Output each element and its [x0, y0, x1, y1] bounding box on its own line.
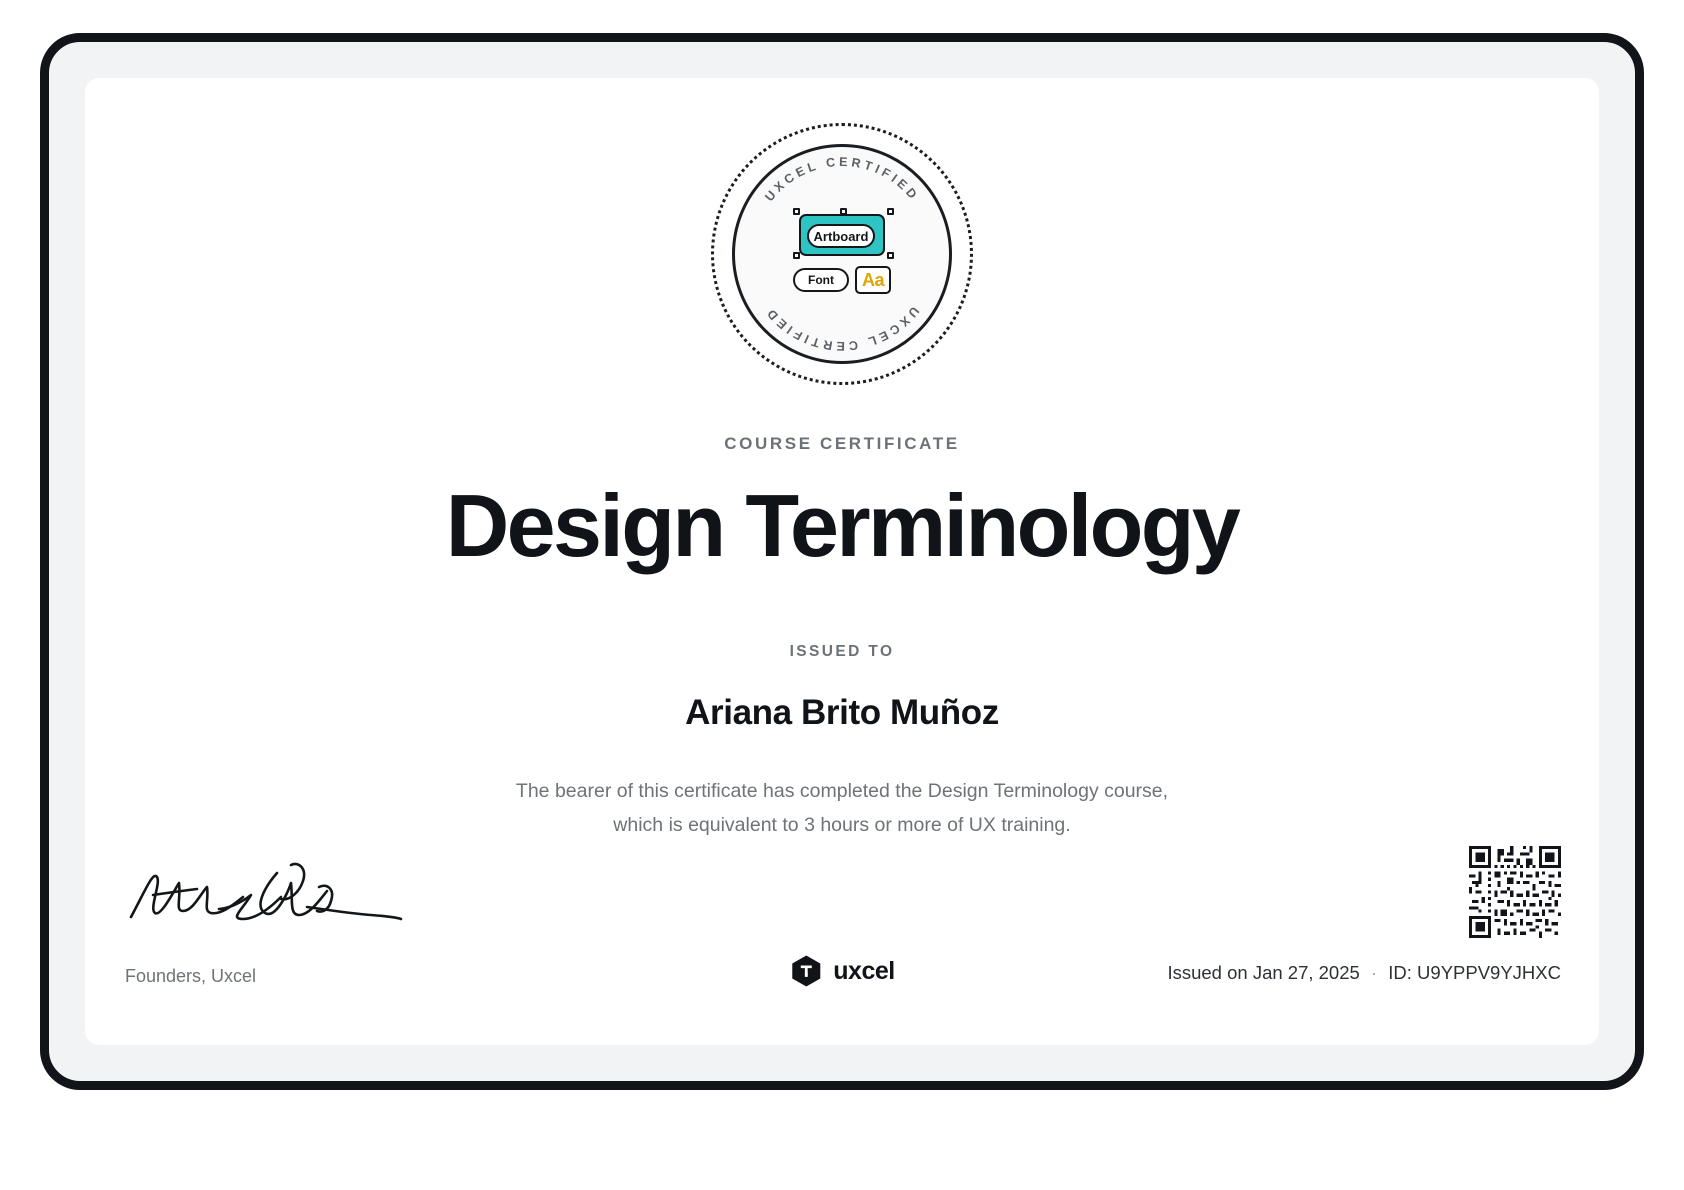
font-label: Font — [793, 268, 849, 292]
issue-info — [1167, 962, 1561, 984]
certificate-id: ID: U9YPPV9YJHXC — [1388, 962, 1561, 983]
brand-lockup — [789, 954, 894, 988]
artboard-handle-icon — [793, 208, 800, 215]
artboard-label: Artboard — [807, 224, 875, 248]
seal-emblem-icon — [787, 208, 897, 300]
certification-seal — [711, 123, 973, 385]
artboard-handle-icon — [840, 208, 847, 215]
artboard-handle-icon — [887, 252, 894, 259]
artboard-handle-icon — [793, 252, 800, 259]
description-line-2: which is equivalent to 3 hours or more of UX training. — [613, 813, 1071, 836]
description-line-1: The bearer of this certificate has completed the Design Terminology course, — [515, 780, 1169, 802]
recipient-name: Ariana Brito Muñoz — [685, 693, 999, 732]
certificate-description — [412, 775, 1272, 842]
course-title: Design Terminology — [445, 476, 1239, 575]
founders-signature-icon — [123, 853, 423, 943]
certificate-border — [40, 33, 1644, 1090]
course-certificate-kicker: COURSE CERTIFICATE — [724, 434, 960, 453]
seal-text-top: UXCEL CERTIFIED — [762, 154, 922, 205]
brand-name: uxcel — [833, 956, 895, 985]
uxcel-logo-icon — [789, 954, 823, 988]
seal-text-bottom: UXCEL CERTIFIED — [762, 303, 922, 354]
artboard-handle-icon — [887, 208, 894, 215]
type-sample-label: Aa — [855, 266, 891, 294]
signature-caption: Founders, Uxcel — [125, 966, 257, 986]
issued-on-date: Issued on Jan 27, 2025 — [1167, 962, 1360, 983]
verification-qr-code[interactable] — [1469, 846, 1561, 938]
issued-to-kicker: ISSUED TO — [789, 643, 895, 660]
issue-separator: · — [1370, 962, 1378, 983]
certificate-body — [85, 78, 1599, 1045]
